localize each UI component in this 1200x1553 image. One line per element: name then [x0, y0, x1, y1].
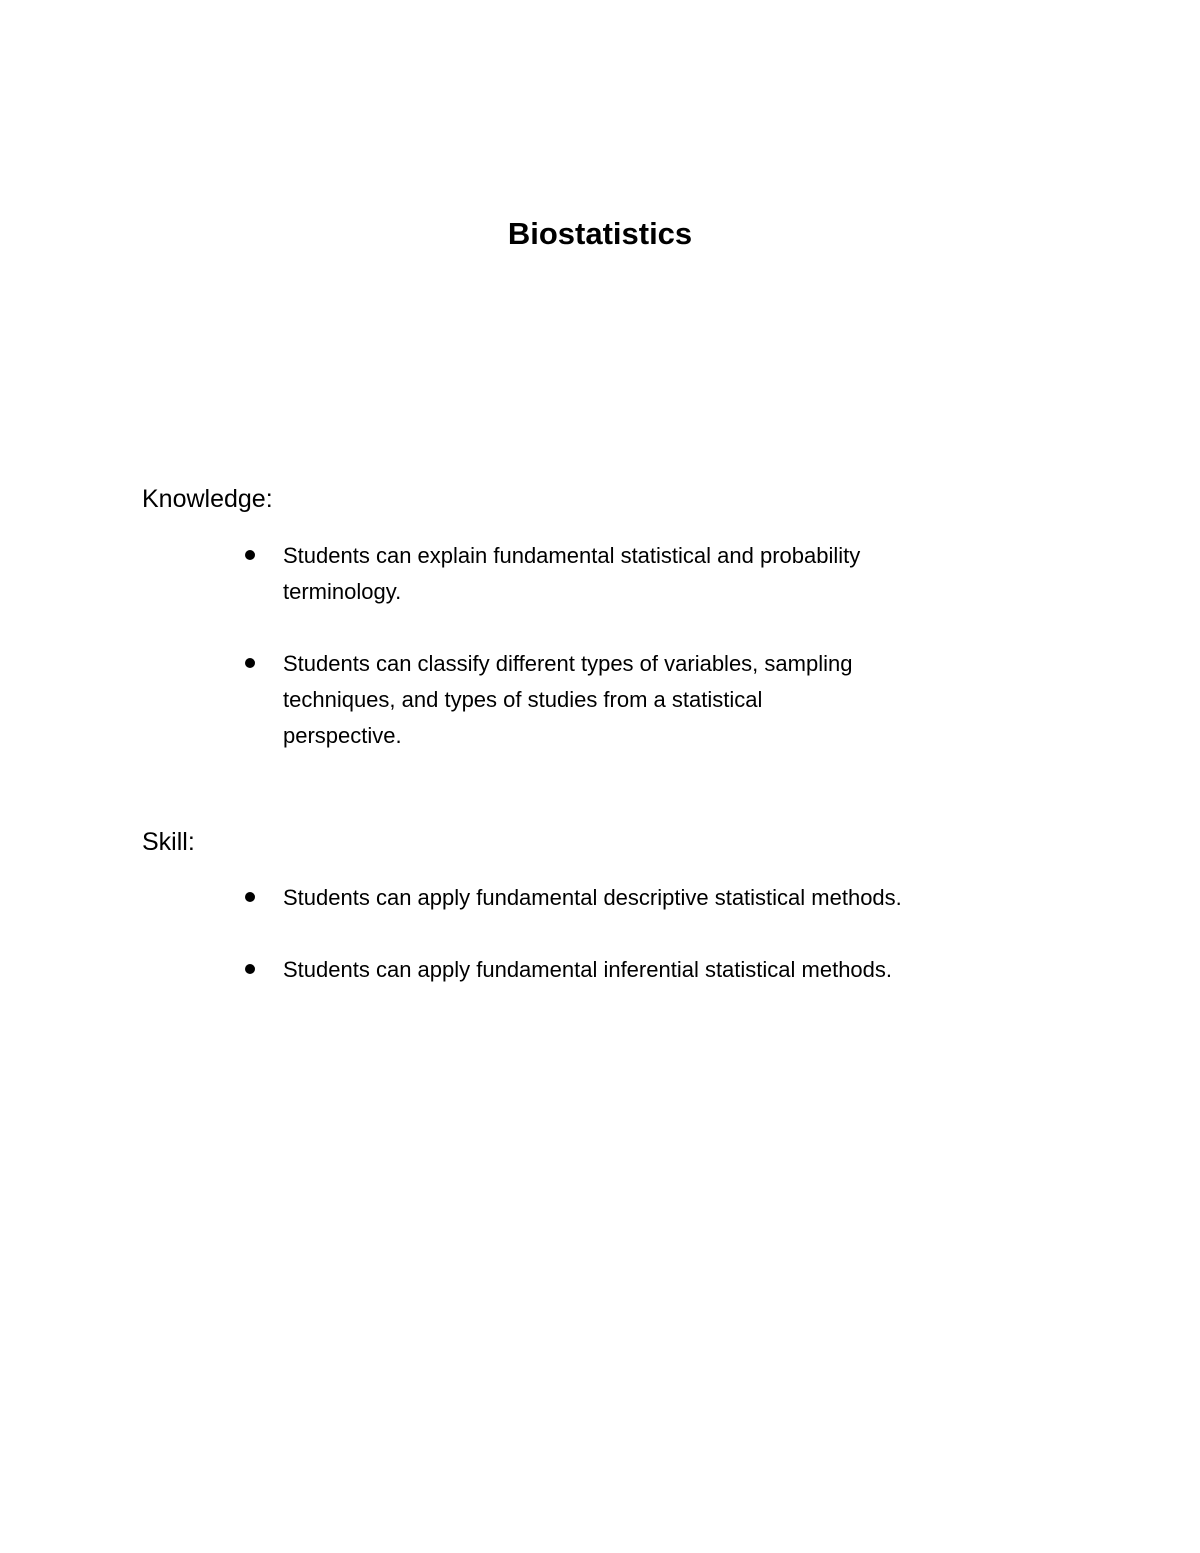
skill-list — [242, 880, 1022, 988]
page-title: Biostatistics — [507, 216, 693, 251]
bullet-icon — [245, 658, 255, 668]
bullet-icon — [245, 550, 255, 560]
section-heading-skill: Skill: — [142, 828, 195, 856]
bullet-icon — [245, 964, 255, 974]
list-item — [242, 646, 863, 754]
list-item — [242, 952, 1022, 988]
list-item-text: Students can classify different types of variables, sampling techniques, and types of studies from a statistical perspective. — [283, 651, 853, 748]
list-item — [242, 880, 1022, 916]
list-item — [242, 538, 963, 610]
knowledge-list — [242, 538, 1022, 754]
bullet-icon — [245, 892, 255, 902]
list-item-text: Students can explain fundamental statistical and probability terminology. — [283, 543, 861, 604]
list-item-text: Students can apply fundamental inferential statistical methods. — [283, 957, 893, 982]
section-heading-knowledge: Knowledge: — [142, 485, 273, 513]
list-item-text: Students can apply fundamental descriptive statistical methods. — [283, 885, 902, 910]
